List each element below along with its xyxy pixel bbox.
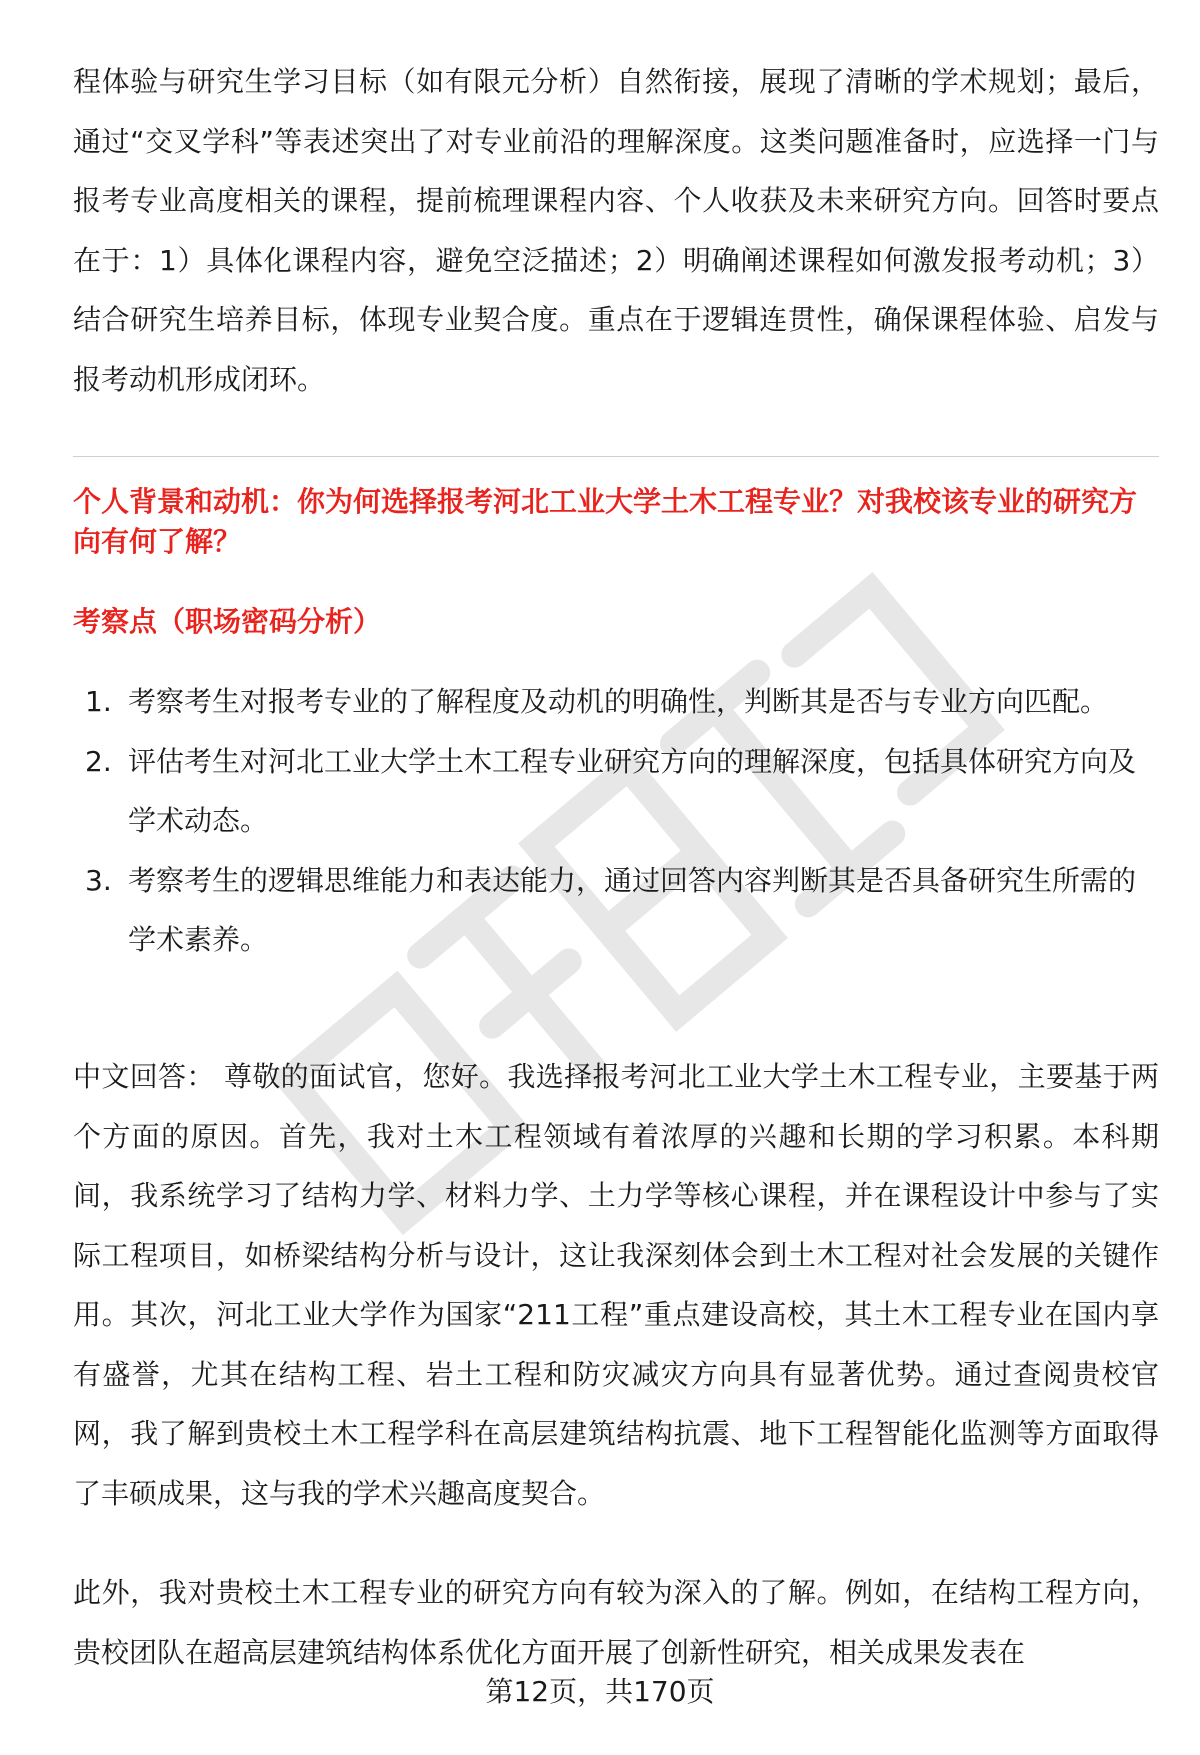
answer-continuation: [73, 1563, 1159, 1682]
list-number: 1.: [85, 685, 112, 718]
list-item-text: 考察考生对报考专业的了解程度及动机的明确性，判断其是否与专业方向匹配。: [128, 685, 1109, 718]
list-number: 2.: [85, 744, 112, 778]
list-item-text: 考察考生的逻辑思维能力和表达能力，通过回答内容判断其是否具备研究生所需的学术素养。: [128, 863, 1137, 956]
intro-paragraph: 程体验与研究生学习目标（如有限元分析）自然衔接，展现了清晰的学术规划；最后，通过“交叉学科”等表述突出了对专业前沿的理解深度。这类问题准备时，应选择一门与报考专业高度相关的课程，提前梳理课程内容、个人收获及未来研究方向。回答时要点在于：1）具体化课程内容，避免空泛描述；2）明确阐述课程如何激发报考动机；3）结合研究生培养目标，体现专业契合度。重点在于逻辑连贯性，确保课程体验、启发与报考动机形成闭环。: [73, 65, 1159, 396]
assessment-heading: 考察点（职场密码分析）: [73, 605, 382, 638]
list-number: 3.: [85, 863, 112, 897]
answer-paragraph: 中文回答： 尊敬的面试官，您好。我选择报考河北工业大学土木工程专业，主要基于两个方面的原因。首先，我对土木工程领域有着浓厚的兴趣和长期的学习积累。本科期间，我系统学习了结构力学、材料力学、土力学等核心课程，并在课程设计中参与了实际工程项目，如桥梁结构分析与设计，这让我深刻体会到土木工程对社会发展的关键作用。其次，河北工业大学作为国家“211工程”重点建设高校，其土木工程专业在国内享有盛誉，尤其在结构工程、岩土工程和防灾减灾方向具有显著优势。通过查阅贵校官网，我了解到贵校土木工程学科在高层建筑结构抗震、地下工程智能化监测等方面取得了丰硕成果，这与我的学术兴趣高度契合。: [73, 1060, 1159, 1510]
list-item-text: 评估考生对河北工业大学土木工程专业研究方向的理解深度，包括具体研究方向及学术动态。: [128, 744, 1137, 837]
list-item: [73, 672, 1159, 732]
section-divider: [73, 456, 1159, 457]
page-number: 第12页，共170页: [485, 1675, 715, 1708]
assessment-list: [73, 672, 1159, 970]
intro-section: [73, 52, 1159, 409]
answer-paragraph-2: 此外，我对贵校土木工程专业的研究方向有较为深入的了解。例如，在结构工程方向，贵校团队在超高层建筑结构体系优化方面开展了创新性研究，相关成果发表在: [73, 1576, 1159, 1669]
list-item: [73, 732, 1159, 851]
answer-section: [73, 1047, 1159, 1523]
question-heading: 个人背景和动机：你为何选择报考河北工业大学土木工程专业？对我校该专业的研究方向有何了解？: [73, 485, 1138, 558]
list-item: [73, 851, 1159, 970]
